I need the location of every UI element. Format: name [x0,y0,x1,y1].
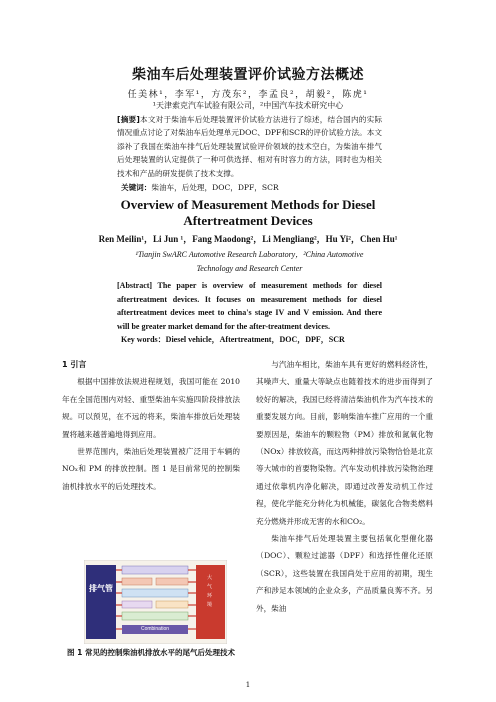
body-right-column [256,356,433,617]
paper-title-cn: 柴油车后处理装置评价试验方法概述 [132,67,364,83]
affiliations-en: ¹Tianjin SwARC Automotive Research Laboratory，²China Automotive Technology and Research Center [135,250,364,273]
authors-en: Ren Meilin¹，Li Jun ¹，Fang Maodong²，Li Mengliang²，Hu Yi²，Chen Hu¹ [98,234,398,244]
authors-cn: 任美林¹，李军¹，方茂东²，李孟良²，胡毅²，陈虎¹ [127,90,369,100]
abstract-cn-text: 本文对于柴油车后处理装置评价试验方法进行了综述，结合国内的实际情况重点讨论了对柴油车后处理单元DOC、DPF和SCR的评价试验方法。本文添补了我国在柴油车排气后处理装置试验评价领域的技术空白，为柴油车排气后处理装置的认定提供了一种可供选择、相对有时容力的方法，同时也为相关技术和产品的研发提供了技术支撑。 [117,115,382,178]
keywords-cn-text: 柴油车，后处理，DOC，DPF，SCR [151,183,279,192]
abstract-cn-label: [摘要] [117,115,140,124]
body-paragraph: 世界范围内，柴油后处理装置被广泛用于车辆的 NOₓ和 PM 的排放控制。图 1 是目前常见的控制柴油机排放水平的后处理技术。 [62,447,240,491]
body-paragraph: 根据中国排放法规进程规划，我国可能在 2010 年在全国范围内对轻、重型柴油车实施四阶段排放法规。可以预见，在不远的将来，柴油车排放后处理装置将越来越普遍地得到应用。 [62,377,240,439]
figure-label-exhaust: 排气管 [89,584,113,593]
abstract-en-label: [Abstract] [117,281,153,290]
abstract-cn [117,113,382,180]
keywords-en [121,334,345,345]
body-paragraph: 与汽油车相比，柴油车具有更好的燃料经济性，其噪声大、重量大等缺点也随着技术的进步而得到了较好的解决，我国已经将清洁柴油机作为汽车技术的重要发展方向。目前，影响柴油车推广应用的一个重要原因是，柴油车的颗粒物（PM）排放和氮氧化物（NOx）排放较高，而这两种排放污染物恰恰是北京等大城市的首要物染物。汽车发动机排放污染物治理通过依靠机内净化解决，即通过改善发动机工作过程，使化学能充分转化为机械能，碳氢化合物类燃料充分燃烧并形成无害的水和CO₂。 [256,360,433,526]
keywords-cn-label: 关键词： [121,183,152,192]
page-number: 1 [245,681,251,689]
keywords-en-label: Key words： [121,335,166,344]
abstract-en-text: The paper is overview of measurement methods for diesel aftertreatment devices. It focuses on measurement methods for diesel aftertreatment devices meet to china's stage IV and V emission. And there will be greater market demand for the after-treatment devices. [117,281,382,331]
figure-label-combination: Combination [140,626,170,632]
keywords-en-text: Diesel vehicle，Aftertreatment，DOC，DPF，SCR [165,335,345,344]
keywords-cn [121,182,279,193]
section-heading-intro: 1 引言 [62,360,87,369]
paper-title-en: Overview of Measurement Methods for Diesel Aftertreatment Devices [120,197,376,228]
figure-caption: 图 1 常见的控制柴油机排放水平的尾气后处理技术 [67,648,235,657]
body-paragraph: 柴油车排气后处理装置主要包括氧化型催化器（DOC）、颗粒过滤器（DPF）和选择性催化还原（SCR），这些装置在我国尚处于应用的初期，现生产和涉足本领域的企业众多，产品质量良莠不齐。另外，柴油 [256,534,433,613]
body-left-column [62,356,240,495]
abstract-en [117,279,382,333]
figure-aftertreatment-diagram [84,560,227,644]
figure-label-atmosphere: 大气环境 [207,575,213,608]
affiliations-cn: ¹天津索克汽车试验有限公司，²中国汽车技术研究中心 [152,101,344,110]
exhaust-pipe-block [86,565,116,639]
